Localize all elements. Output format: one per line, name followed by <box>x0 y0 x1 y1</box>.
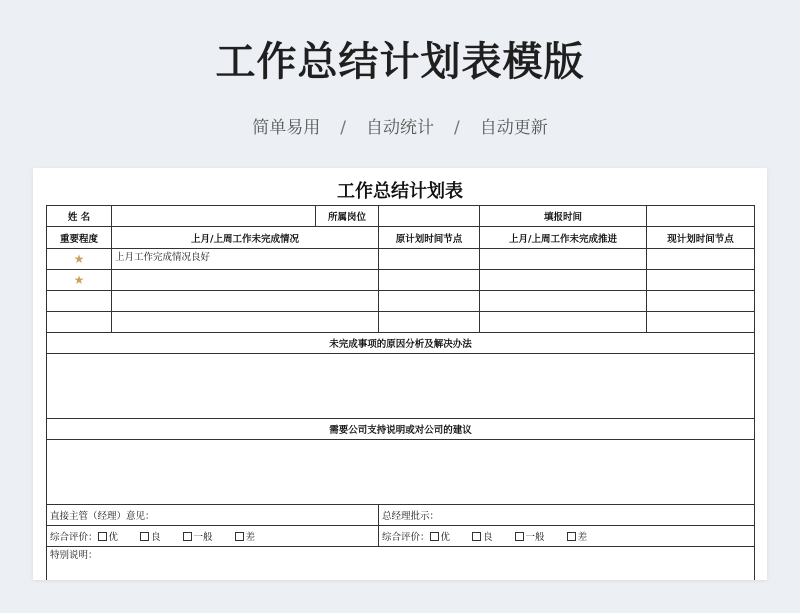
current-node-cell[interactable] <box>647 249 755 270</box>
original-node-cell[interactable] <box>379 291 480 312</box>
star-icon: ★ <box>73 273 85 287</box>
progress-cell[interactable] <box>480 291 647 312</box>
option-label: 良 <box>151 532 161 543</box>
original-node-cell[interactable] <box>379 249 480 270</box>
checkbox[interactable] <box>515 532 524 541</box>
importance-cell[interactable] <box>47 249 112 270</box>
supervisor-rating <box>47 526 379 547</box>
separator: / <box>454 118 460 138</box>
rating-row <box>47 526 755 547</box>
unfinished-cell[interactable] <box>112 291 379 312</box>
unfinished-cell[interactable] <box>112 270 379 291</box>
name-label: 姓 名 <box>47 206 112 227</box>
unfinished-header: 上月/上周工作未完成情况 <box>112 227 379 249</box>
checkbox[interactable] <box>183 532 192 541</box>
rating-option[interactable] <box>515 529 545 543</box>
importance-cell[interactable] <box>47 291 112 312</box>
star-icon: ★ <box>73 252 85 266</box>
original-node-cell[interactable] <box>379 270 480 291</box>
supervisor-opinion[interactable]: 直接主管（经理）意见： <box>47 505 379 526</box>
unfinished-cell[interactable]: 上月工作完成情况良好 <box>112 249 379 270</box>
option-label: 优 <box>440 532 451 543</box>
sheet-title: 工作总结计划表 <box>337 181 463 202</box>
form-sheet <box>33 168 767 580</box>
checkbox[interactable] <box>98 532 107 541</box>
rating-option[interactable] <box>472 529 493 543</box>
rating-label: 综合评价： <box>50 532 98 543</box>
rating-option[interactable] <box>567 529 588 543</box>
opinion-row <box>47 505 755 526</box>
gm-approval[interactable]: 总经理批示： <box>379 505 755 526</box>
section-header <box>47 419 755 440</box>
header-row <box>47 206 755 227</box>
analysis-field[interactable] <box>47 354 755 419</box>
feature-3: 自动更新 <box>479 118 548 138</box>
progress-cell[interactable] <box>480 312 647 333</box>
separator: / <box>340 118 346 138</box>
support-label: 需要公司支持说明或对公司的建议 <box>47 419 755 440</box>
option-label: 差 <box>245 532 256 543</box>
option-label: 一般 <box>525 532 545 543</box>
original-node-header: 原计划时间节点 <box>379 227 480 249</box>
option-label: 差 <box>577 532 588 543</box>
importance-cell[interactable] <box>47 312 112 333</box>
column-header-row <box>47 227 755 249</box>
option-label: 优 <box>108 532 119 543</box>
option-label: 良 <box>483 532 493 543</box>
support-area <box>47 440 755 505</box>
section-header <box>47 333 755 354</box>
current-node-header: 现计划时间节点 <box>647 227 755 249</box>
analysis-label: 未完成事项的原因分析及解决办法 <box>47 333 755 354</box>
page-title: 工作总结计划表模版 <box>215 39 585 85</box>
table-row <box>47 270 755 291</box>
progress-header: 上月/上周工作未完成推进 <box>480 227 647 249</box>
rating-label: 综合评价： <box>382 532 430 543</box>
feature-1: 简单易用 <box>252 118 321 138</box>
progress-cell[interactable] <box>480 249 647 270</box>
checkbox[interactable] <box>140 532 149 541</box>
fill-time-label: 填报时间 <box>480 206 647 227</box>
original-node-cell[interactable] <box>379 312 480 333</box>
rating-option[interactable] <box>235 529 256 543</box>
feature-list <box>0 113 800 138</box>
rating-option[interactable] <box>183 529 213 543</box>
position-label: 所属岗位 <box>316 206 379 227</box>
table-row <box>47 291 755 312</box>
rating-option[interactable] <box>98 529 119 543</box>
special-note-row <box>47 547 755 581</box>
checkbox[interactable] <box>430 532 439 541</box>
checkbox[interactable] <box>472 532 481 541</box>
summary-plan-table <box>46 205 755 580</box>
special-note[interactable]: 特别说明： <box>47 547 755 581</box>
gm-rating <box>379 526 755 547</box>
support-field[interactable] <box>47 440 755 505</box>
name-field[interactable] <box>112 206 316 227</box>
current-node-cell[interactable] <box>647 270 755 291</box>
current-node-cell[interactable] <box>647 291 755 312</box>
feature-2: 自动统计 <box>366 118 434 138</box>
importance-header: 重要程度 <box>47 227 112 249</box>
rating-option[interactable] <box>140 529 161 543</box>
table-row <box>47 312 755 333</box>
analysis-area <box>47 354 755 419</box>
option-label: 一般 <box>193 532 213 543</box>
importance-cell[interactable] <box>47 270 112 291</box>
checkbox[interactable] <box>567 532 576 541</box>
position-field[interactable] <box>379 206 480 227</box>
unfinished-cell[interactable] <box>112 312 379 333</box>
checkbox[interactable] <box>235 532 244 541</box>
current-node-cell[interactable] <box>647 312 755 333</box>
rating-option[interactable] <box>430 529 451 543</box>
fill-time-field[interactable] <box>647 206 755 227</box>
progress-cell[interactable] <box>480 270 647 291</box>
table-row <box>47 249 755 270</box>
